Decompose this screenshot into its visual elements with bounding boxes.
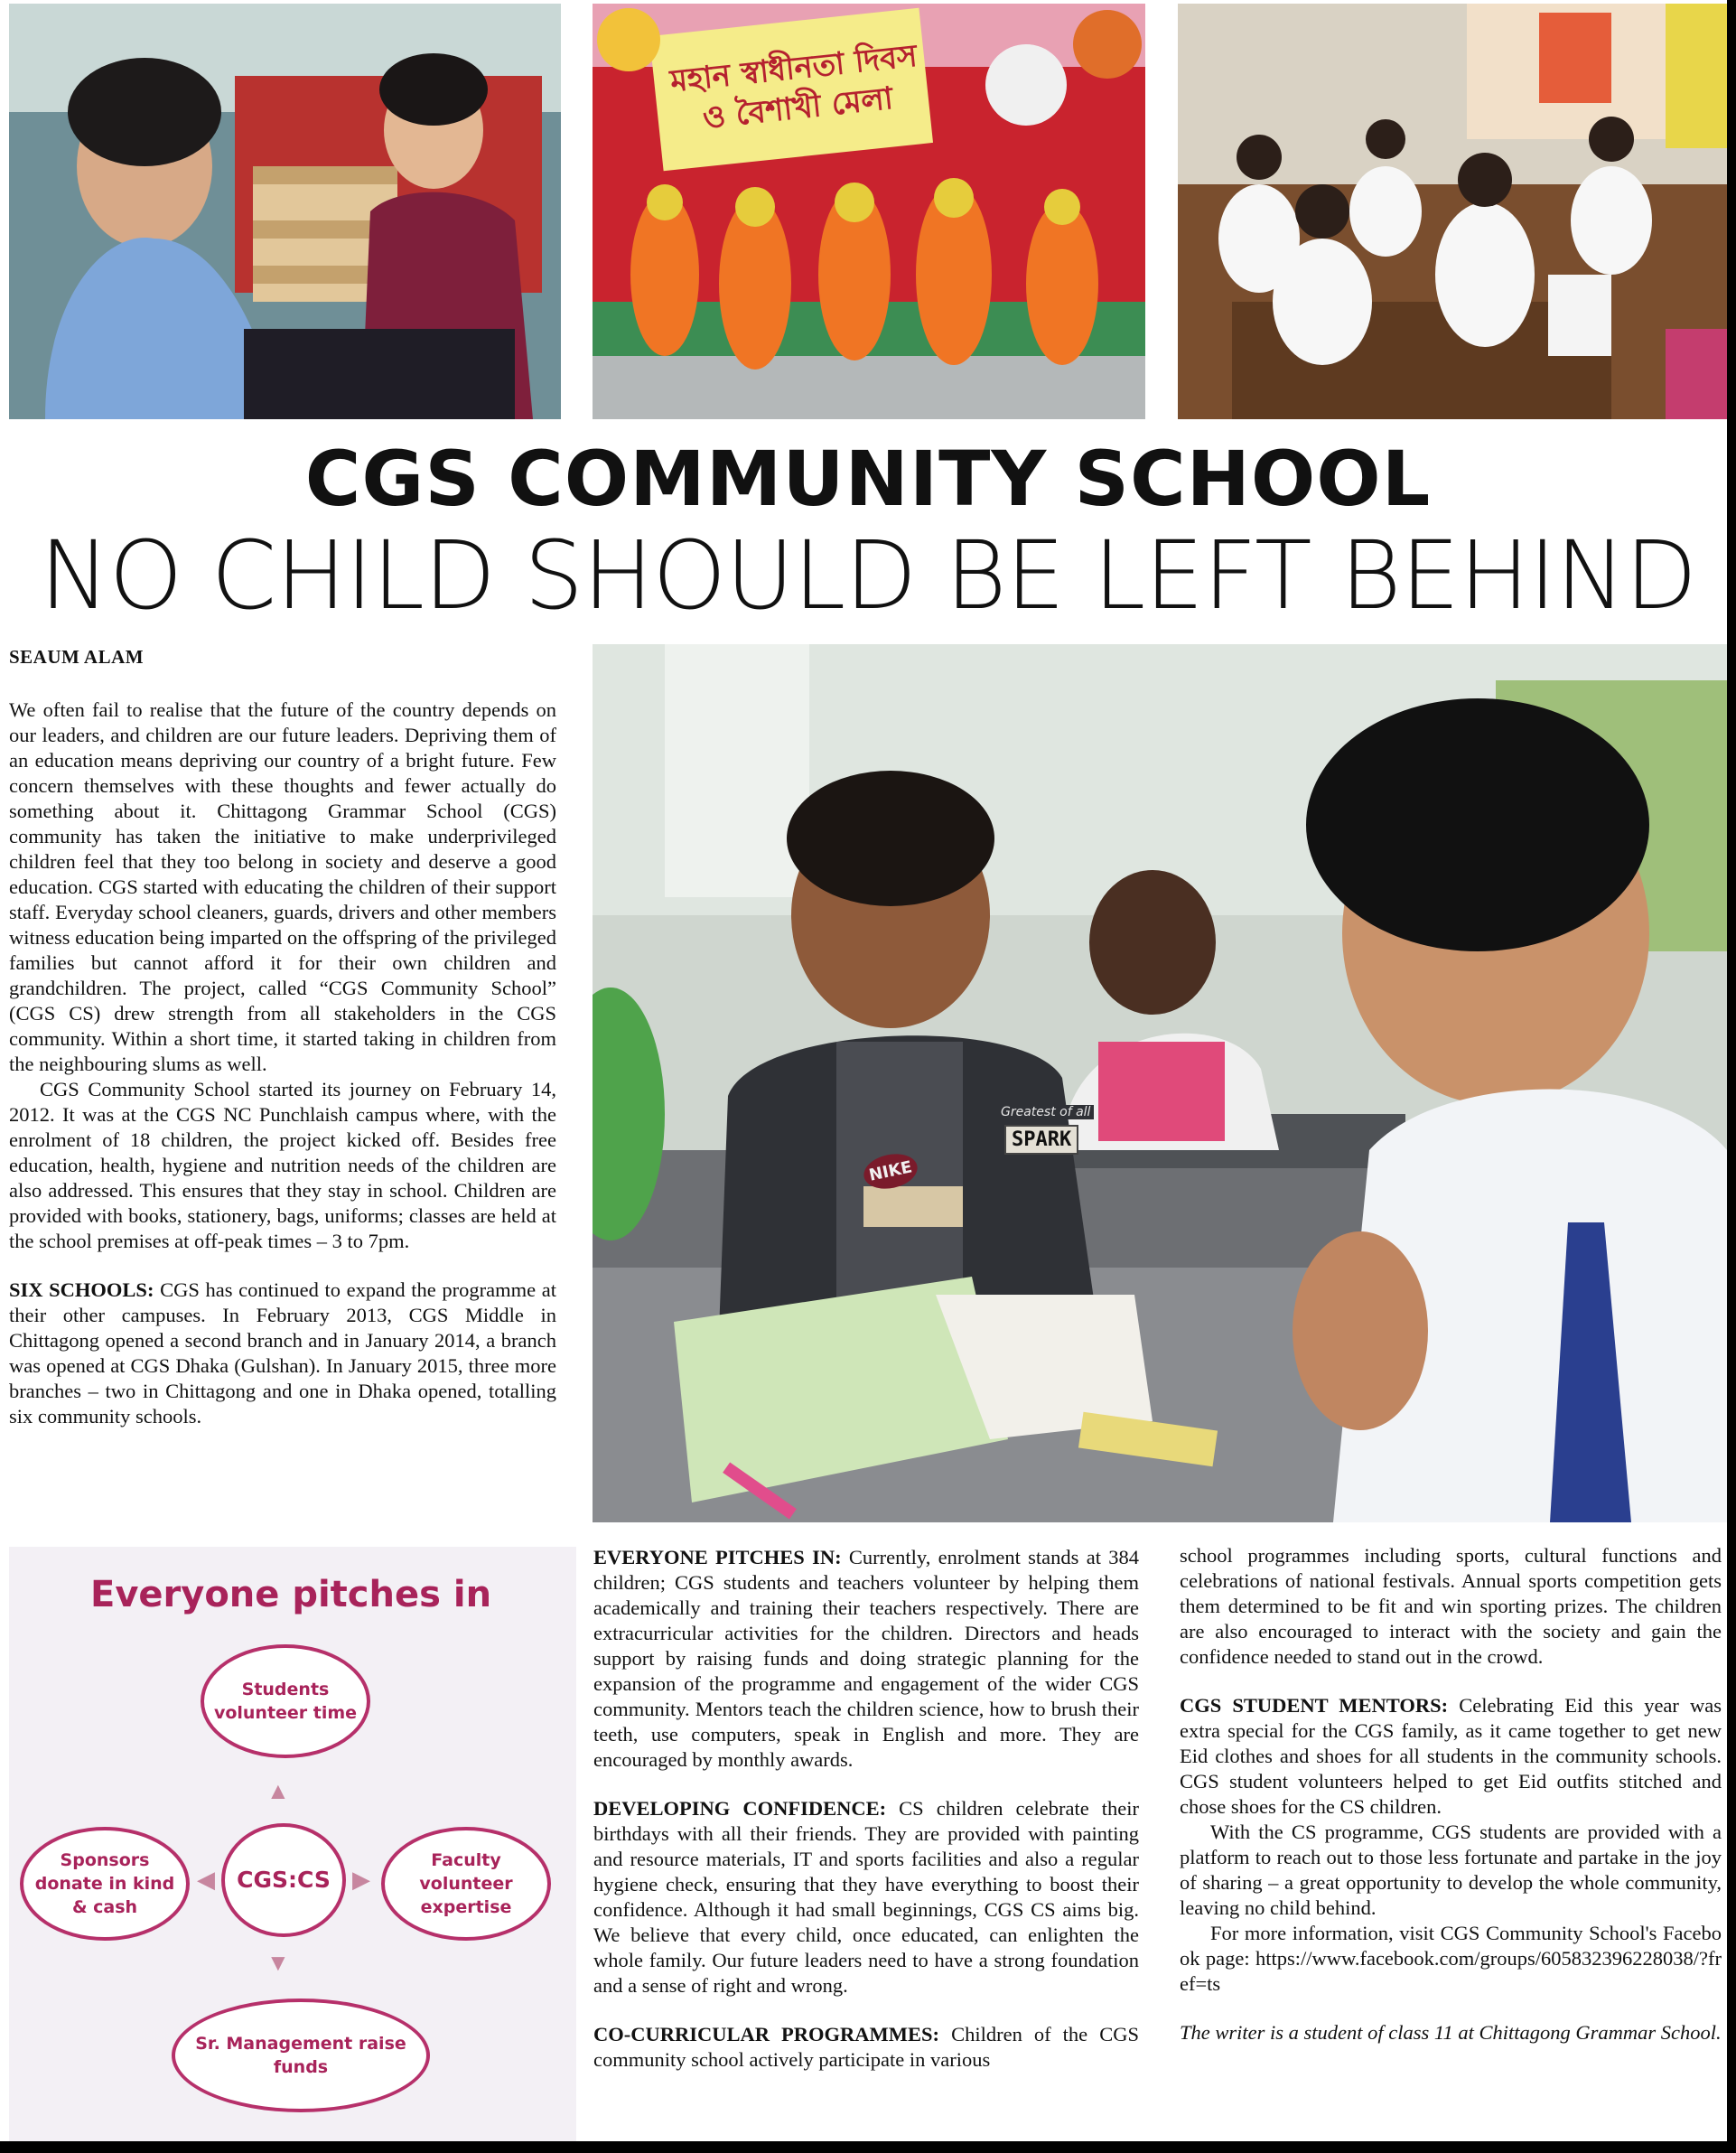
headline-kicker: CGS COMMUNITY SCHOOL bbox=[304, 435, 1432, 523]
cocurricular-body: Children of the CGS community school actively participate in various bbox=[593, 2023, 1139, 2071]
photo-classroom bbox=[1178, 4, 1727, 419]
article-column-2 bbox=[593, 1545, 1139, 2073]
mentors-heading: CGS STUDENT MENTORS: bbox=[1180, 1694, 1449, 1717]
six-schools-body: CGS has continued to expand the programme at their other campuses. In February 2013, CGS Middle in Chittagong opened a second branch and in January 2014, a branch was opened at CGS Dhaka (Gulshan). In January 2015, three more branches – two in Chittagong and one in Dhaka opened, totalling six community schools. bbox=[9, 1278, 556, 1428]
page-edge-bottom bbox=[0, 2141, 1736, 2153]
everyone-body: Currently, enrolment stands at 384 children; CGS students and teachers volunteer by helping them academically and training their teachers respectively. There are extracurricular activities for the children. Directors and heads support by raising funds and doing strategic planning for the expansion of the programme and engagement of the wider CGS community. Mentors teach the children science, how to brush their teeth, use computers, speak in English and more. They are encouraged by monthly awards. bbox=[593, 1546, 1139, 1771]
intro-paragraph: We often fail to realise that the future of the country depends on our leaders, and children are our future leaders. Depriving them of an education means depriving our country of a bright future. Few concern themselves with these thoughts and fewer actually do something about it. Chittagong Grammar School (CGS) community has taken the initiative to make underprivileged children feel that they too belong in society and deserve a good education. CGS started with educating the children of their support staff. Everyday school cleaners, guards, drivers and other members witness education being imparted on the offspring of the privileged families but cannot afford it for their own children and grandchildren. The project, called “CGS Community School” (CGS CS) drew strength from all stakeholders in the CGS community. Within a short time, it started taking in children from the neighbouring slums as well. bbox=[9, 698, 556, 1075]
journey-paragraph: CGS Community School started its journey on February 14, 2012. It was at the CGS NC Punchlaish campus where, with the enrolment of 18 children, the project kicked off. Besides free education, health, hygiene and nutrition needs of the children are also addressed. This ensures that they stay in school. Children are provided with books, stationery, bags, uniforms; classes are held at the school premises at off-peak times – 3 to 7pm. bbox=[9, 1078, 556, 1252]
programmes-paragraph: school programmes including sports, cultural functions and celebrations of national festivals. Annual sports competition gets them determined to be fit and win sporting prizes. The children are also encouraged to interact with the society and gain the confidence needed to stand out in the crowd. bbox=[1180, 1544, 1722, 1668]
main-photo-mentoring bbox=[593, 644, 1727, 1522]
arrow-right-icon: ▶ bbox=[352, 1867, 370, 1893]
developing-body: CS children celebrate their birthdays with all their friends. They are provided with painting and resource materials, IT and sports facilities and also a regular hygiene check, ensuring that they have everything to boost their confidence. Although it had small beginnings, CGS CS aims big. We believe that every child, once educated, can enlighten the whole family. Our future leaders need to have a strong foundation and a sense of right and wrong. bbox=[593, 1797, 1139, 1997]
six-schools-paragraph bbox=[9, 1278, 556, 1429]
festival-banner-text: মহান স্বাধীনতা দিবস ও বৈশাখী মেলা bbox=[668, 37, 919, 136]
infographic-everyone-pitches-in bbox=[9, 1547, 576, 2152]
writer-note: The writer is a student of class 11 at Chittagong Grammar School. bbox=[1180, 2021, 1722, 2044]
byline: SEAUM ALAM bbox=[9, 646, 145, 668]
shirt-logo: NIKE bbox=[861, 1149, 920, 1194]
arrow-left-icon: ◀ bbox=[197, 1867, 215, 1893]
bubble-management: Sr. Management raise funds bbox=[172, 1999, 430, 2112]
developing-heading: DEVELOPING CONFIDENCE: bbox=[593, 1797, 887, 1820]
bubble-cgs-cs: CGS:CS bbox=[221, 1823, 346, 1937]
infographic-title: Everyone pitches in bbox=[90, 1574, 492, 1615]
shirt-badge-top: Greatest of all bbox=[997, 1105, 1094, 1119]
cocurricular-paragraph bbox=[593, 2022, 1139, 2073]
arrow-down-icon: ▼ bbox=[266, 1950, 290, 1976]
developing-confidence-paragraph bbox=[593, 1796, 1139, 1999]
arrow-up-icon: ▲ bbox=[266, 1778, 290, 1804]
bubble-students: Students volunteer time bbox=[201, 1644, 370, 1758]
article-column-3 bbox=[1180, 1543, 1722, 2045]
photo-shoe-fitting bbox=[9, 4, 561, 419]
article-column-1 bbox=[9, 697, 556, 1429]
mentors-body: Celebrating Eid this year was extra special for the CGS family, as it came together to get new Eid clothes and shoes for all students in the community schools. CGS student volunteers helped to get Eid outfits stitched and chose shoes for the CS children. bbox=[1180, 1694, 1722, 1818]
headline-title: NO CHILD SHOULD BE LEFT BEHIND bbox=[39, 520, 1697, 631]
page-edge-right bbox=[1727, 0, 1736, 2153]
cocurricular-heading: CO-CURRICULAR PROGRAMMES: bbox=[593, 2023, 940, 2045]
bubble-faculty: Faculty volunteer expertise bbox=[381, 1827, 551, 1941]
shirt-badge-spark: SPARK bbox=[1004, 1125, 1078, 1155]
platform-paragraph: With the CS programme, CGS students are provided with a platform to reach out to those less fortunate and partake in the joy of sharing – a great opportunity to develop the whole community, leaving no child behind. bbox=[1180, 1821, 1722, 1919]
facebook-paragraph: For more information, visit CGS Community School's Facebook page: https://www.facebook.com/groups/605832396228038/?fref=ts bbox=[1180, 1922, 1722, 1995]
photo-festival-dance bbox=[593, 4, 1145, 419]
six-schools-heading: SIX SCHOOLS: bbox=[9, 1278, 154, 1301]
everyone-pitches-paragraph bbox=[593, 1545, 1139, 1773]
everyone-heading: EVERYONE PITCHES IN: bbox=[593, 1546, 842, 1568]
mentors-paragraph bbox=[1180, 1693, 1722, 1820]
bubble-sponsors: Sponsors donate in kind & cash bbox=[20, 1827, 190, 1941]
